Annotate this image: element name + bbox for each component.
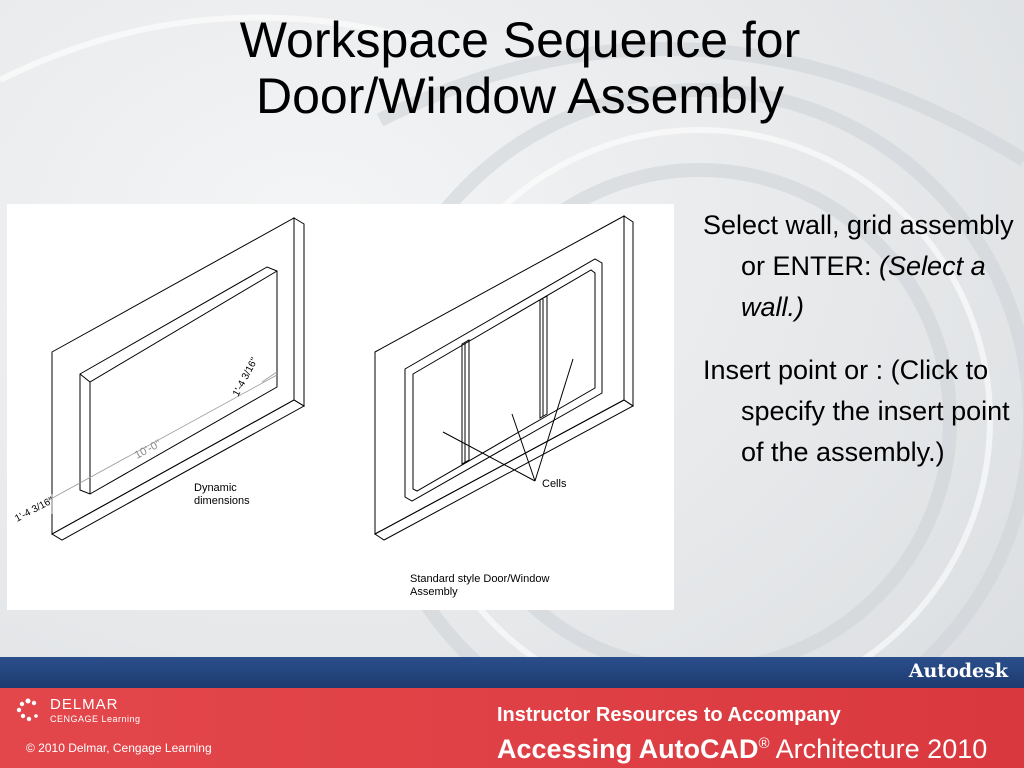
window-frame-inner (413, 270, 595, 491)
footer-blue-bar (0, 657, 1024, 688)
delmar-logo-icon (14, 697, 44, 723)
footer-red-bar (0, 688, 1024, 768)
assembly-drawing (7, 204, 674, 610)
bullet-2-text: Insert point or : (Click to specify the insert point of the assembly.) (703, 355, 1010, 467)
dynamic-dimensions-label (194, 482, 250, 508)
instructor-resources-text: Instructor Resources to Accompany (497, 704, 841, 726)
title-line-1: Workspace Sequence for (239, 12, 801, 68)
right-wall-bottom (375, 400, 633, 540)
cells-label: Cells (542, 478, 567, 490)
product-title-rest: Architecture 2010 (769, 734, 988, 764)
right-wall-side (624, 216, 633, 406)
figure-caption (410, 573, 549, 599)
dim-height-label: 1'-4 3/16" (13, 495, 56, 525)
product-title (497, 728, 987, 765)
product-title-bold: Accessing AutoCAD (497, 734, 759, 764)
copyright-text: © 2010 Delmar, Cengage Learning (26, 741, 212, 755)
cengage-learning: CENGAGE Learning (50, 714, 141, 724)
bullet-1 (703, 205, 1018, 328)
caption-line-1: Standard style Door/Window (410, 573, 550, 585)
bullet-2 (703, 350, 1018, 473)
assembly-figure (7, 204, 674, 610)
bullet-1-text: Select wall, grid assembly or ENTER: (703, 210, 1014, 281)
caption-line-2: Assembly (410, 586, 458, 598)
left-wall-face (52, 218, 294, 534)
dynamic-label-line-1: Dynamic (194, 482, 237, 494)
left-wall-side (294, 218, 304, 406)
bullet-list (703, 205, 1018, 495)
title-line-2: Door/Window Assembly (256, 68, 784, 124)
bullet-1-italic: (Select a wall.) (741, 251, 986, 322)
delmar-name: DELMAR (50, 696, 119, 713)
registered-mark: ® (758, 735, 770, 752)
slide-title (120, 12, 920, 124)
autodesk-logo: Autodesk (908, 660, 1008, 682)
dynamic-label-line-2: dimensions (194, 495, 250, 507)
dim-width-label: 10'-0" (132, 437, 164, 462)
dim-sill-label: 1'-4 3/16" (230, 356, 261, 399)
